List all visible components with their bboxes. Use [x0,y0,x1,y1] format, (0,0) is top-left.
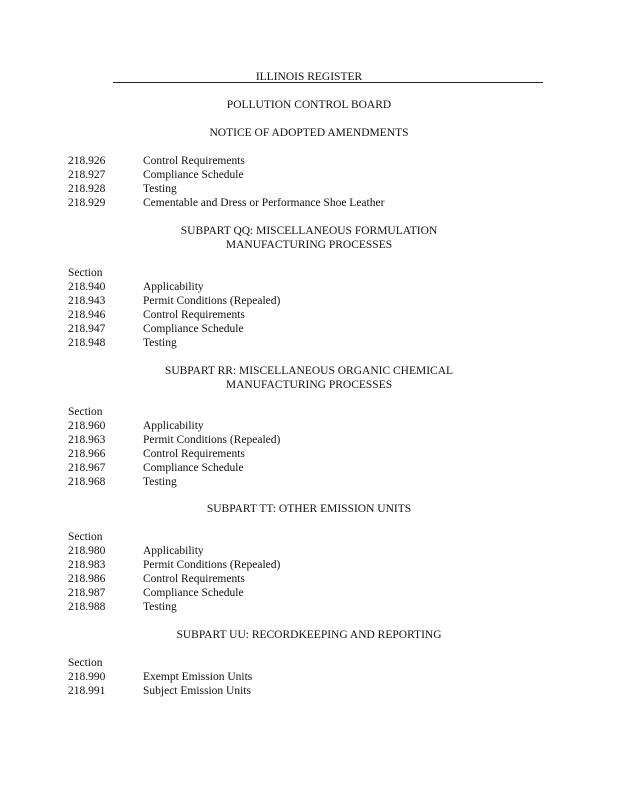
section-number: 218.940 [68,281,106,293]
section-number: 218.943 [68,295,106,307]
board-title: POLLUTION CONTROL BOARD [226,99,392,111]
list-item [68,294,280,308]
section-title: Subject Emission Units [143,685,251,697]
section-number: 218.927 [68,169,106,181]
subpart-rr-heading-line-1: SUBPART RR: MISCELLANEOUS ORGANIC CHEMICAL [164,365,454,377]
section-label: Section [68,657,103,669]
list-item [68,308,280,322]
list-item [68,684,252,698]
section-number: 218.980 [68,545,106,557]
list-item [68,447,280,461]
section-number: 218.960 [68,420,106,432]
section-title: Compliance Schedule [143,323,244,335]
list-item [68,544,280,558]
section-title: Control Requirements [143,573,245,585]
list-item [68,419,280,433]
section-number: 218.947 [68,323,106,335]
section-number: 218.966 [68,448,106,460]
section-title: Control Requirements [143,155,245,167]
list-item [68,433,280,447]
list-item [68,322,280,336]
list-item [68,586,280,600]
section-title: Testing [143,337,177,349]
section-label: Section [68,267,103,279]
section-number: 218.990 [68,671,106,683]
section-number: 218.991 [68,685,106,697]
list-item [68,475,280,489]
subpart-uu-section-list [68,656,252,698]
list-item [68,670,252,684]
section-title: Applicability [143,420,204,432]
list-item [68,182,384,196]
section-number: 218.928 [68,183,106,195]
list-item [68,168,384,182]
list-item [68,196,384,210]
section-number: 218.988 [68,601,106,613]
top-section-list [68,154,384,210]
subpart-uu-heading: SUBPART UU: RECORDKEEPING AND REPORTING [176,629,442,641]
section-title: Control Requirements [143,448,245,460]
section-title: Compliance Schedule [143,462,244,474]
section-number: 218.929 [68,197,106,209]
subpart-rr-heading-line-2: MANUFACTURING PROCESSES [225,379,393,391]
section-label: Section [68,531,103,543]
register-title: ILLINOIS REGISTER [255,71,363,83]
section-number: 218.967 [68,462,106,474]
section-title: Compliance Schedule [143,169,244,181]
list-item [68,461,280,475]
section-title: Testing [143,183,177,195]
section-title: Testing [143,476,177,488]
section-title: Permit Conditions (Repealed) [143,559,281,571]
section-title: Applicability [143,545,204,557]
subpart-qq-heading-line-1: SUBPART QQ: MISCELLANEOUS FORMULATION [180,225,438,237]
section-label: Section [68,406,103,418]
subpart-tt-heading: SUBPART TT: OTHER EMISSION UNITS [206,503,412,515]
section-number: 218.926 [68,155,106,167]
section-title: Compliance Schedule [143,587,244,599]
section-number: 218.946 [68,309,106,321]
section-title: Applicability [143,281,204,293]
section-title: Permit Conditions (Repealed) [143,295,281,307]
subpart-qq-section-list [68,266,280,350]
section-number: 218.983 [68,559,106,571]
subpart-tt-section-list [68,530,280,614]
section-title: Exempt Emission Units [143,671,253,683]
section-title: Control Requirements [143,309,245,321]
list-item [68,154,384,168]
section-number: 218.987 [68,587,106,599]
section-title: Testing [143,601,177,613]
list-item [68,280,280,294]
section-title: Permit Conditions (Repealed) [143,434,281,446]
subpart-rr-section-list [68,405,280,489]
section-number: 218.968 [68,476,106,488]
list-item [68,336,280,350]
section-number: 218.963 [68,434,106,446]
list-item [68,558,280,572]
section-title: Cementable and Dress or Performance Shoe Leather [143,197,385,209]
list-item [68,600,280,614]
section-number: 218.948 [68,337,106,349]
list-item [68,572,280,586]
notice-title: NOTICE OF ADOPTED AMENDMENTS [209,127,409,139]
subpart-qq-heading-line-2: MANUFACTURING PROCESSES [225,239,393,251]
section-number: 218.986 [68,573,106,585]
